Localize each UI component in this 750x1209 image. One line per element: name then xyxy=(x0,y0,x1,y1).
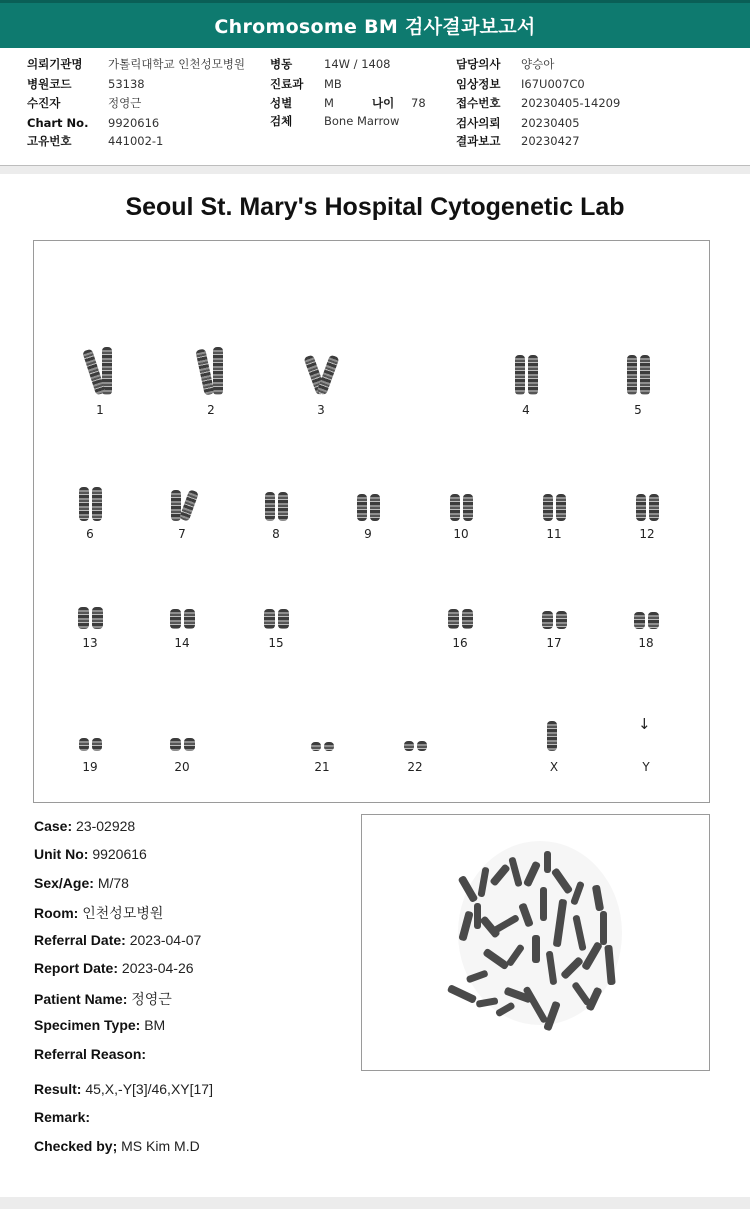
info-value: 441002-1 xyxy=(108,134,164,148)
chromosome-pair-21 xyxy=(307,739,337,751)
chromosome-pair-7 xyxy=(162,485,202,521)
detail-checked-by xyxy=(34,1138,200,1154)
info-label: 담당의사 xyxy=(456,57,501,71)
chromosome-label: 7 xyxy=(178,527,186,541)
chromosome-pair-1 xyxy=(78,343,122,395)
info-value: 양승아 xyxy=(521,57,555,71)
chromosome-label: 6 xyxy=(86,527,94,541)
chromosome-pair-22 xyxy=(400,738,430,751)
chromosome-label: 19 xyxy=(82,760,98,774)
detail-key: Specimen Type: xyxy=(34,1017,141,1033)
info-physician xyxy=(456,54,676,74)
info-age-label: 나이 xyxy=(372,96,395,110)
detail-room xyxy=(34,903,163,923)
info-referring-institution xyxy=(27,54,267,74)
chromosome-pair-6 xyxy=(70,483,110,521)
report-title: Chromosome BM 검사결과보고서 xyxy=(214,16,536,38)
detail-key: Case: xyxy=(34,818,73,834)
info-value: 20230405 xyxy=(521,116,580,130)
chromosome-label: 5 xyxy=(634,403,642,417)
report-header xyxy=(0,0,750,48)
info-value: 20230427 xyxy=(521,134,580,148)
detail-key: Report Date: xyxy=(34,960,119,976)
section-divider xyxy=(0,166,750,174)
detail-referral-date xyxy=(34,932,201,948)
info-chart-no xyxy=(27,113,267,133)
info-label: 병원코드 xyxy=(27,77,72,91)
metaphase-spread-image xyxy=(362,815,709,1070)
chromosome-pair-20 xyxy=(165,735,199,751)
info-value: 가톨릭대학교 인천성모병원 xyxy=(108,57,245,71)
detail-value: 인천성모병원 xyxy=(82,905,164,921)
info-label: 검체 xyxy=(270,114,293,128)
info-sex xyxy=(270,93,440,113)
info-clinical-info xyxy=(456,74,676,94)
chromosome-label: 20 xyxy=(174,760,190,774)
detail-key: Unit No: xyxy=(34,846,89,862)
info-value: 20230405-14209 xyxy=(521,96,621,110)
info-label: Chart No. xyxy=(27,116,89,130)
chromosome-pair-9 xyxy=(348,489,388,521)
chromosome-label: 10 xyxy=(453,527,469,541)
chromosome-pair-15 xyxy=(256,605,296,629)
detail-value: 23-02928 xyxy=(76,818,136,834)
detail-key: Referral Date: xyxy=(34,932,126,948)
info-value: MB xyxy=(324,77,342,91)
info-label: 임상정보 xyxy=(456,77,501,91)
info-patient xyxy=(27,93,267,113)
patient-info-block xyxy=(0,48,750,166)
chromosome-pair-13 xyxy=(70,603,110,629)
karyogram-panel xyxy=(33,240,710,803)
remark-key: Remark: xyxy=(34,1109,91,1125)
info-label: 검사의뢰 xyxy=(456,116,501,130)
info-value: M xyxy=(324,96,334,110)
info-label: 의뢰기관명 xyxy=(27,57,83,71)
chromosome-pair-5 xyxy=(616,351,660,395)
info-label: 진료과 xyxy=(270,77,304,91)
detail-key: Room: xyxy=(34,905,79,921)
info-report-date xyxy=(456,131,676,151)
result-key: Result: xyxy=(34,1081,82,1097)
info-age-value: 78 xyxy=(411,96,426,110)
metaphase-image xyxy=(361,814,710,1071)
info-value: 9920616 xyxy=(108,116,160,130)
page-footer-band xyxy=(0,1197,750,1209)
chromosome-label: X xyxy=(549,760,559,774)
detail-key: Referral Reason: xyxy=(34,1046,147,1062)
chromosome-pair-2 xyxy=(189,343,233,395)
info-label: 접수번호 xyxy=(456,96,501,110)
chromosome-pair-10 xyxy=(441,489,481,521)
detail-value: 2023-04-26 xyxy=(121,960,194,976)
detail-case xyxy=(34,818,135,834)
chromosome-label: 17 xyxy=(546,636,562,650)
missing-y-arrow-icon: ↓ xyxy=(638,715,651,733)
result-value: 45,X,-Y[3]/46,XY[17] xyxy=(85,1081,213,1097)
chromosome-label: 11 xyxy=(546,527,562,541)
chromosome-pair-18 xyxy=(626,607,666,629)
chromosome-label: 8 xyxy=(272,527,280,541)
info-value: 14W / 1408 xyxy=(324,57,391,71)
chromosome-label: 16 xyxy=(452,636,468,650)
detail-unit-no xyxy=(34,846,147,862)
chromosome-x xyxy=(542,720,562,751)
info-value: 정영근 xyxy=(108,96,142,110)
chromosome-label: 3 xyxy=(317,403,325,417)
info-value: 53138 xyxy=(108,77,145,91)
chromosome-pair-3 xyxy=(299,349,343,395)
detail-key: Patient Name: xyxy=(34,991,128,1007)
detail-result xyxy=(34,1081,213,1097)
chromosome-label: 22 xyxy=(407,760,423,774)
info-value: I67U007C0 xyxy=(521,77,585,91)
info-specimen xyxy=(270,111,440,131)
info-label: 고유번호 xyxy=(27,134,72,148)
chromosome-label: 4 xyxy=(522,403,530,417)
chromosome-label: 9 xyxy=(364,527,372,541)
info-label: 성별 xyxy=(270,96,293,110)
checked-by-key: Checked by; xyxy=(34,1138,118,1154)
detail-remark xyxy=(34,1109,90,1125)
info-receipt-no xyxy=(456,93,676,113)
chromosome-label: 15 xyxy=(268,636,284,650)
detail-referral-reason xyxy=(34,1046,146,1062)
chromosome-label: 14 xyxy=(174,636,190,650)
detail-value: 2023-04-07 xyxy=(129,932,202,948)
chromosome-pair-11 xyxy=(534,489,574,521)
chromosome-label: 13 xyxy=(82,636,98,650)
chromosome-label: 2 xyxy=(207,403,215,417)
detail-patient-name xyxy=(34,989,172,1009)
info-unique-no xyxy=(27,131,267,151)
detail-value: BM xyxy=(144,1017,166,1033)
chromosome-pair-19 xyxy=(74,735,106,751)
info-request-date xyxy=(456,113,676,133)
info-label: 결과보고 xyxy=(456,134,501,148)
chromosome-pair-12 xyxy=(627,489,667,521)
checked-by-value: MS Kim M.D xyxy=(121,1138,200,1154)
info-label: 수진자 xyxy=(27,96,61,110)
chromosome-label: 21 xyxy=(314,760,330,774)
chromosome-pair-17 xyxy=(534,607,574,629)
info-hospital-code xyxy=(27,74,267,94)
lab-title: Seoul St. Mary's Hospital Cytogenetic Lab xyxy=(125,193,625,221)
chromosome-label: 12 xyxy=(639,527,655,541)
info-ward xyxy=(270,54,440,74)
chromosome-pair-8 xyxy=(256,487,296,521)
detail-sex-age xyxy=(34,875,129,891)
detail-specimen-type xyxy=(34,1017,165,1033)
detail-value: M/78 xyxy=(97,875,129,891)
detail-report-date xyxy=(34,960,194,976)
info-department xyxy=(270,74,440,94)
chromosome-pair-4 xyxy=(504,351,548,395)
chromosome-label: 1 xyxy=(96,403,104,417)
chromosome-pair-14 xyxy=(162,605,202,629)
detail-key: Sex/Age: xyxy=(34,875,94,891)
info-value: Bone Marrow xyxy=(324,114,400,128)
detail-value: 9920616 xyxy=(92,846,147,862)
chromosome-label: 18 xyxy=(638,636,654,650)
detail-value: 정영근 xyxy=(131,991,172,1007)
chromosome-pair-16 xyxy=(440,605,480,629)
info-label: 병동 xyxy=(270,57,293,71)
chromosome-label: Y xyxy=(642,760,650,774)
